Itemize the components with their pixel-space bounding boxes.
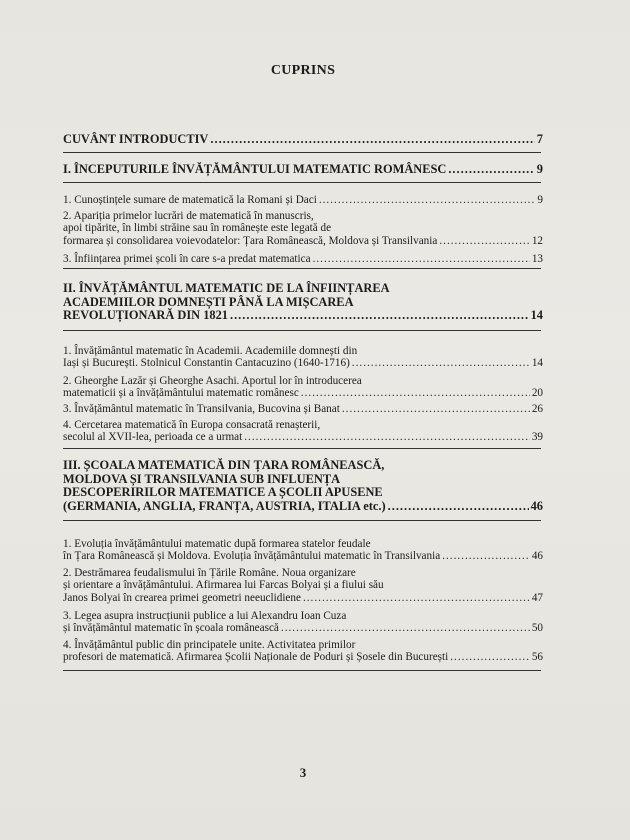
leader-dots [313, 253, 530, 265]
leader-dots [439, 235, 529, 247]
page-number: 3 [299, 765, 307, 780]
toc-page-number: 26 [531, 403, 543, 415]
leader-dots [442, 550, 530, 562]
leader-dots [230, 309, 529, 323]
leader-dots [450, 651, 530, 663]
toc-chapter-1 [63, 163, 543, 177]
chapter-title: I. ÎNCEPUTURILE ÎNVĂȚĂMÂNTULUI MATEMATIC ROMÂNESC [63, 162, 447, 176]
toc-page-number: 7 [536, 132, 543, 146]
leader-dots [342, 403, 530, 415]
toc-page-number: 46 [531, 550, 543, 563]
divider [63, 152, 541, 153]
toc-entry-intro [63, 133, 543, 147]
toc-subentry: 4. Cercetarea matematică în Europa consacrată renașterii, secolul al XVII-lea, perioada ce a urmat ..... 39 [63, 419, 543, 444]
toc-page-number: 14 [531, 357, 543, 370]
toc-entry-text: CUVÂNT INTRODUCTIV [63, 132, 209, 146]
leader-dots [301, 387, 530, 399]
toc-subentry: 2. Apariția primelor lucrări de matematică în manuscris, apoi tipărite, în limbi străine sau în românește este legată de formarea și consolidarea voievodatelor: Țara Românească, Moldova și Transilvania ..... 12 [63, 210, 543, 247]
toc-page-number: 46 [530, 498, 543, 513]
leader-dots [352, 357, 530, 369]
divider [63, 448, 541, 449]
leader-dots [448, 163, 534, 177]
toc-page-number: 56 [531, 651, 543, 664]
toc-chapter-2 [63, 282, 543, 323]
chapter-title: III. ȘCOALA MATEMATICĂ DIN ȚARA ROMÂNEASCĂ, [63, 458, 385, 472]
toc-page-number: 9 [537, 194, 543, 206]
leader-dots [244, 431, 530, 443]
page-title: CUPRINS [270, 63, 336, 78]
leader-dots [388, 500, 529, 514]
toc-page-number: 13 [531, 253, 543, 265]
toc-subentry: 3. Legea asupra instrucțiunii publice a lui Alexandru Ioan Cuza și învățământul matematic în școala românească ..... 50 [63, 610, 543, 635]
divider [63, 330, 541, 331]
toc-page-number: 47 [531, 591, 543, 604]
divider [63, 268, 541, 269]
chapter-title: II. ÎNVĂȚĂMÂNTUL MATEMATIC DE LA ÎNFIINȚAREA [63, 281, 390, 295]
leader-dots [319, 194, 536, 206]
chapter-title: REVOLUȚIONARĂ DIN 1821 [63, 308, 228, 323]
toc-subentry: 3. Învățământul matematic în Transilvania, Bucovina și Banat ..... 26 [63, 403, 543, 415]
toc-page-number: 14 [530, 308, 543, 323]
divider [63, 520, 541, 521]
toc-page-number: 39 [531, 431, 543, 444]
divider [63, 670, 541, 671]
toc-page-number: 12 [531, 234, 543, 247]
toc-subentry: 2. Gheorghe Lazăr și Gheorghe Asachi. Aportul lor în introducerea matematicii și a învățământului matematic românesc ..... 20 [63, 375, 543, 400]
toc-subentry: 2. Destrămarea feudalismului în Țările Române. Noua organizare și orientare a învățământului. Afirmarea lui Farcas Bolyai și a fiului său Janos Bolyai în crearea primei geometri neeuclidiene ..... 47 [63, 567, 543, 604]
toc-page-number: 20 [531, 387, 543, 400]
chapter-title: (GERMANIA, ANGLIA, FRANȚA, AUSTRIA, ITALIA etc.) [63, 498, 386, 513]
toc-subentry: 3. Înființarea primei școli în care s-a predat matematica ..... 13 [63, 253, 543, 265]
toc-subentry: 1. Învățământul matematic în Academii. Academiile domnești din Iași și București. Stolnicul Constantin Cantacuzino (1640-1716) ..... 14 [63, 345, 543, 370]
toc-subentry: 4. Învățământul public din principatele unite. Activitatea primilor profesori de matematică. Afirmarea Școlii Naționale de Poduri și Șosele din București ..... 56 [63, 639, 543, 664]
chapter-title: DESCOPERIRILOR MATEMATICE A ȘCOLII APUSENE [63, 485, 383, 500]
toc-page-number: 9 [536, 162, 543, 176]
toc-page-number: 50 [531, 622, 543, 635]
chapter-title: ACADEMIILOR DOMNEȘTI PÂNĂ LA MIȘCAREA [63, 294, 354, 309]
toc-chapter-3 [63, 459, 543, 513]
chapter-title: MOLDOVA ȘI TRANSILVANIA SUB INFLUENȚA [63, 471, 341, 486]
toc-subentry: 1. Cunoștințele sumare de matematică la Romani și Daci ..... 9 [63, 194, 543, 206]
leader-dots [303, 592, 530, 604]
leader-dots [210, 133, 534, 147]
toc-subentry: 1. Evoluția învățământului matematic după formarea statelor feudale în Țara Românească și Moldova. Evoluția învățământului matematic în Transilvania ..... 46 [63, 538, 543, 563]
divider [63, 182, 541, 183]
leader-dots [281, 622, 530, 634]
